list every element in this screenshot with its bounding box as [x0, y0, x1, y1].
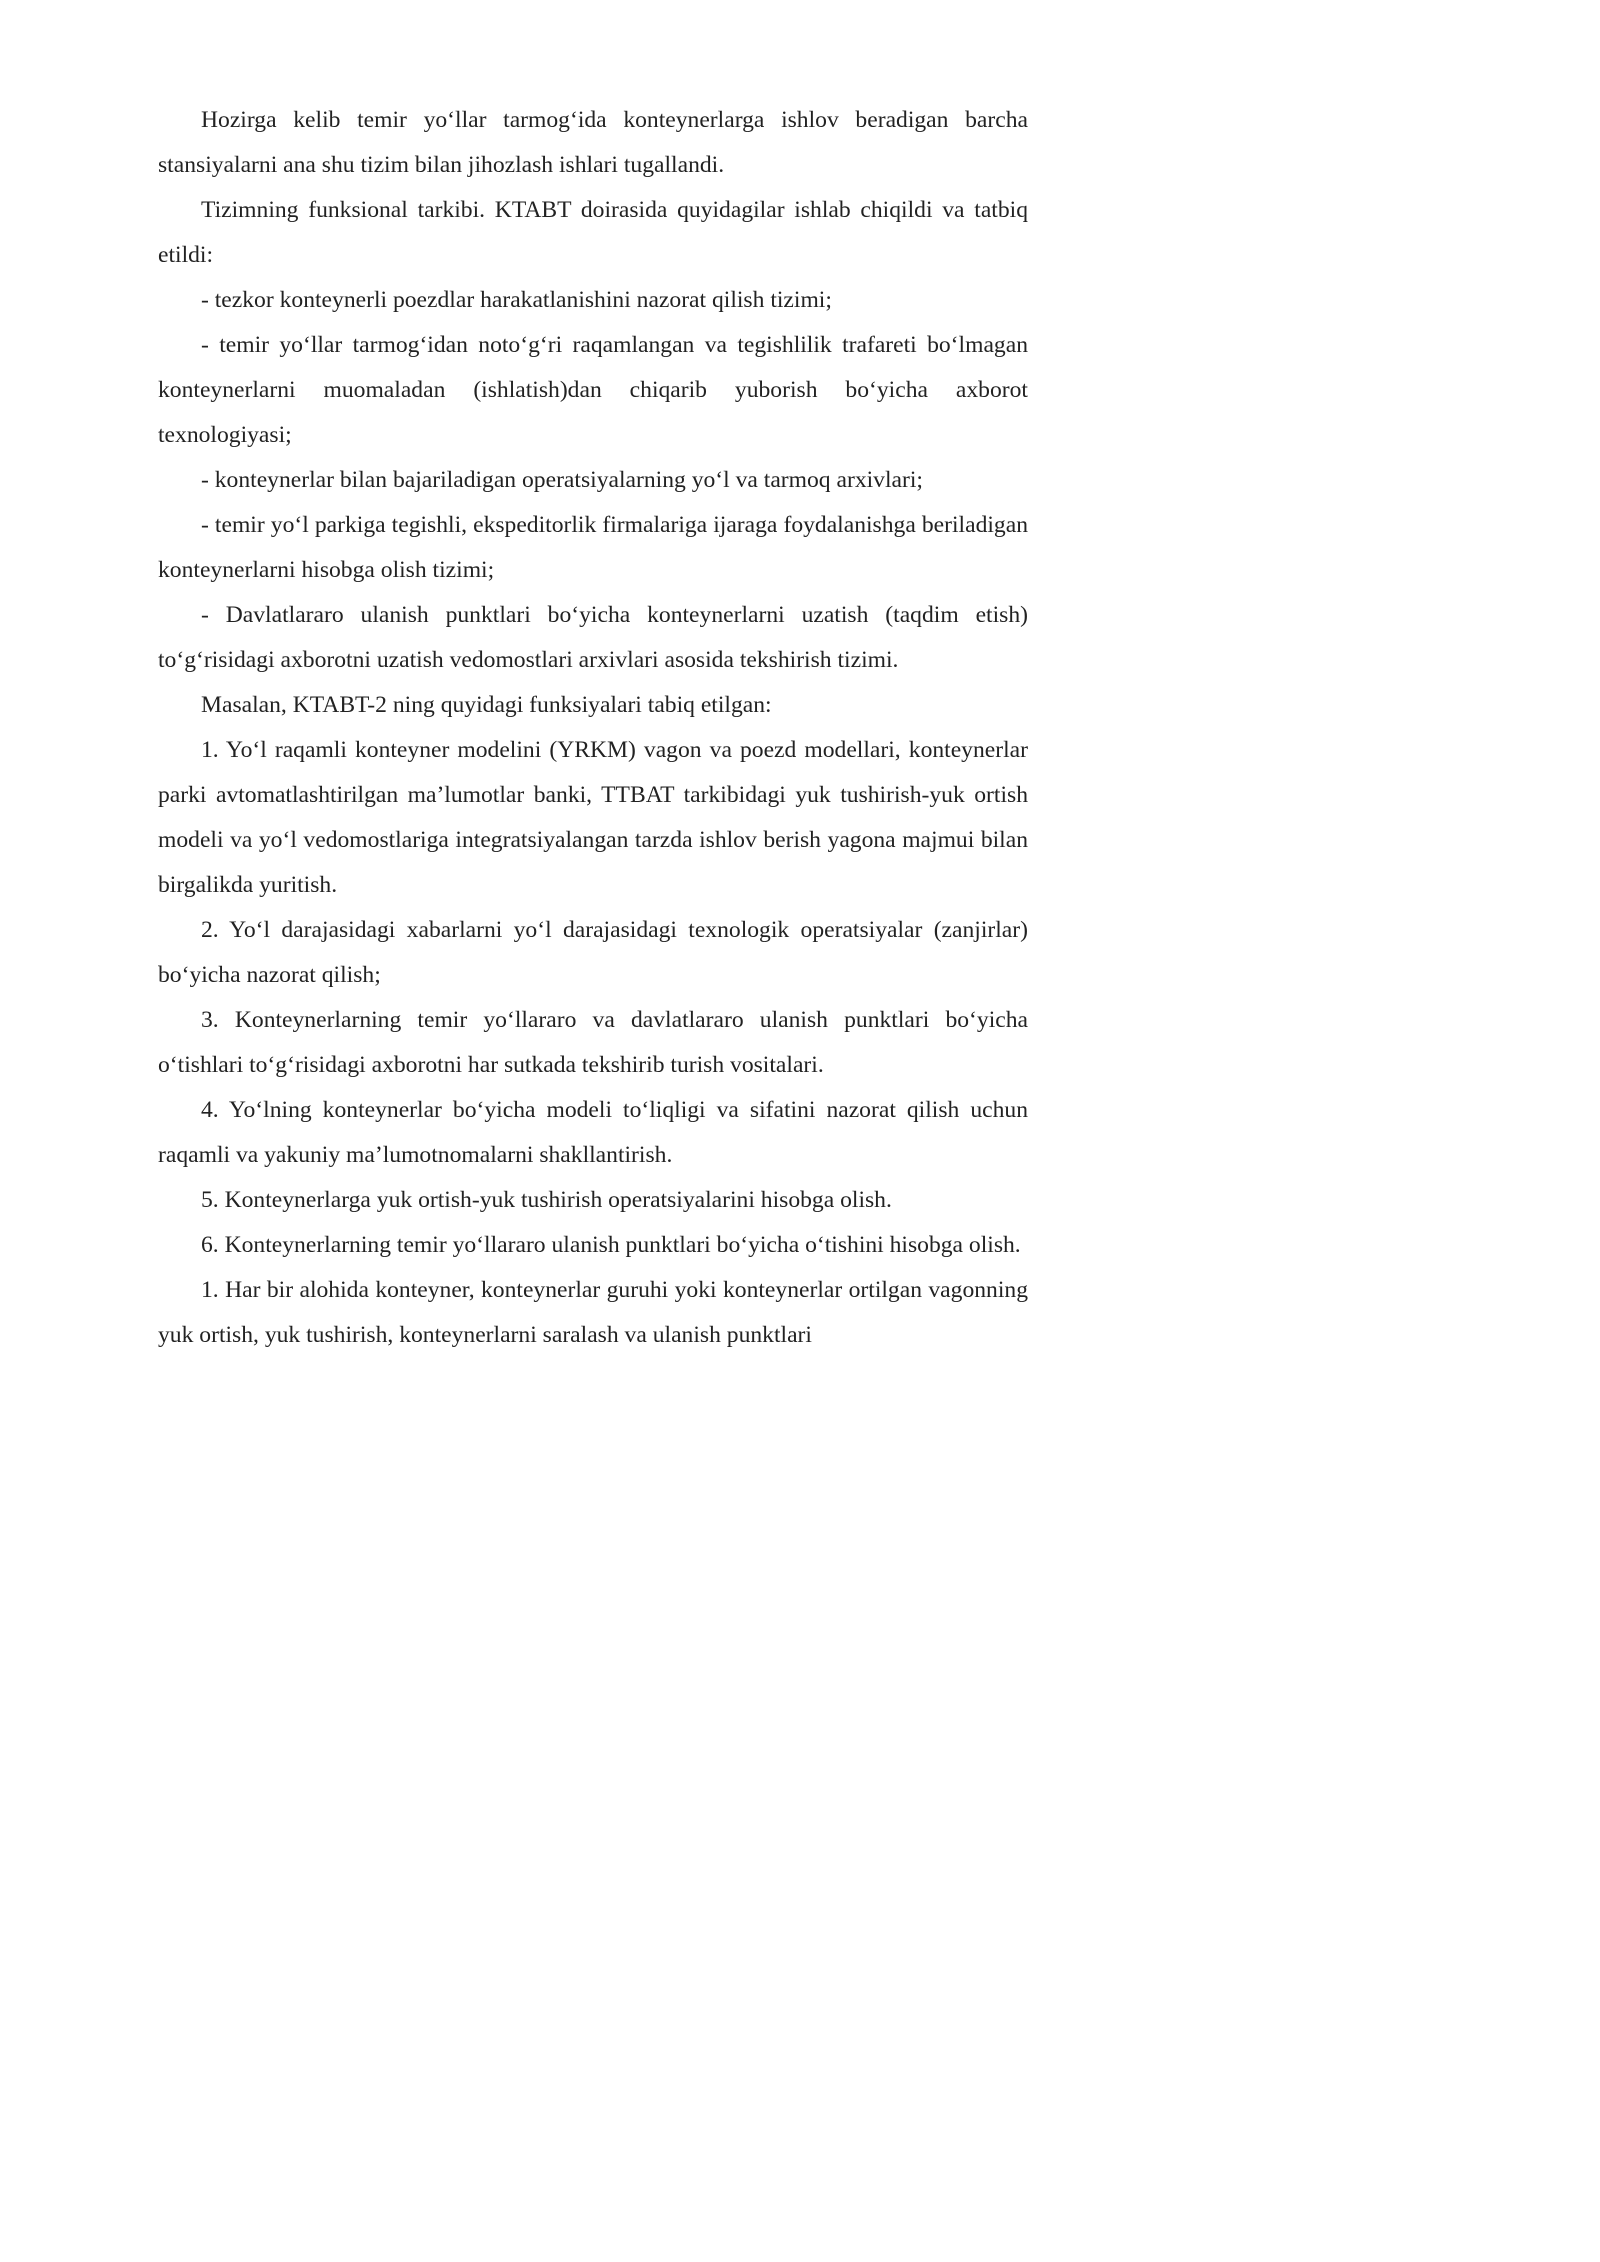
numbered-item: 1. Har bir alohida konteyner, konteynerlar guruhi yoki konteynerlar ortilgan vagonning yuk ortish, yuk tushirish, konteynerlarni saralash va ulanish punktlari — [158, 1277, 1028, 1348]
numbered-item: 6. Konteynerlarning temir yo‘llararo ulanish punktlari bo‘yicha o‘tishini hisobga olish. — [201, 1232, 1021, 1258]
document-page — [0, 0, 1100, 1556]
numbered-item: 4. Yo‘lning konteynerlar bo‘yicha modeli to‘liqligi va sifatini nazorat qilish uchun raqamli va yakuniy ma’lumotnomalarni shakllantirish. — [158, 1097, 1028, 1168]
numbered-item: 5. Konteynerlarga yuk ortish-yuk tushirish operatsiyalarini hisobga olish. — [201, 1187, 892, 1213]
list-item: - temir yo‘l parkiga tegishli, ekspeditorlik firmalariga ijaraga foydalanishga beriladigan konteynerlarni hisobga olish tizimi; — [158, 512, 1028, 583]
paragraph: Tizimning funksional tarkibi. KTABT doirasida quyidagilar ishlab chiqildi va tatbiq etildi: — [158, 197, 1028, 268]
list-item: - temir yo‘llar tarmog‘idan noto‘g‘ri raqamlangan va tegishlilik trafareti bo‘lmagan konteynerlarni muomaladan (ishlatish)dan chiqarib yuborish bo‘yicha axborot texnologiyasi; — [158, 332, 1028, 448]
list-item: - Davlatlararo ulanish punktlari bo‘yicha konteynerlarni uzatish (taqdim etish) to‘g‘risidagi axborotni uzatish vedomostlari arxivlari asosida tekshirish tizimi. — [158, 602, 1028, 673]
document-body — [158, 98, 1028, 1358]
paragraph: Hozirga kelib temir yo‘llar tarmog‘ida konteynerlarga ishlov beradigan barcha stansiyalarni ana shu tizim bilan jihozlash ishlari tugallandi. — [158, 107, 1028, 178]
numbered-item: 3. Konteynerlarning temir yo‘llararo va davlatlararo ulanish punktlari bo‘yicha o‘tishlari to‘g‘risidagi axborotni har sutkada tekshirib turish vositalari. — [158, 1007, 1028, 1078]
numbered-item: 1. Yo‘l raqamli konteyner modelini (YRKM) vagon va poezd modellari, konteynerlar parki avtomatlashtirilgan ma’lumotlar banki, TTBAT tarkibidagi yuk tushirish-yuk ortish modeli va yo‘l vedomostlariga integratsiyalangan tarzda ishlov berish yagona majmui bilan birgalikda yuritish. — [158, 737, 1028, 898]
list-item: - konteynerlar bilan bajariladigan operatsiyalarning yo‘l va tarmoq arxivlari; — [201, 467, 923, 493]
numbered-item: 2. Yo‘l darajasidagi xabarlarni yo‘l darajasidagi texnologik operatsiyalar (zanjirlar) bo‘yicha nazorat qilish; — [158, 917, 1028, 988]
list-item: - tezkor konteynerli poezdlar harakatlanishini nazorat qilish tizimi; — [201, 287, 832, 313]
paragraph: Masalan, KTABT-2 ning quyidagi funksiyalari tabiq etilgan: — [201, 692, 772, 718]
